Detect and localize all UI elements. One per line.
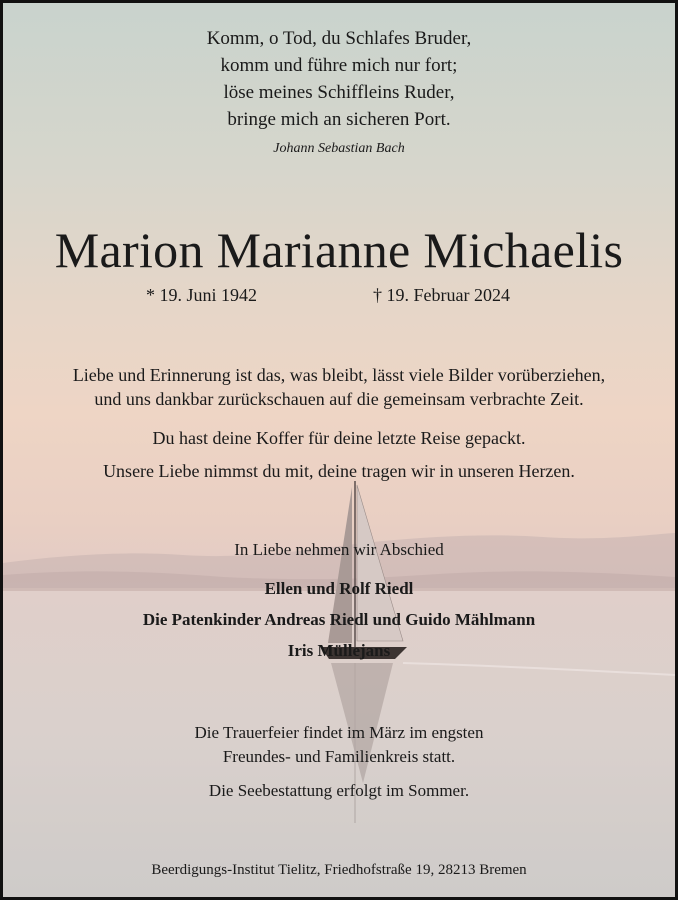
poem (3, 25, 675, 133)
poem-author: Johann Sebastian Bach (273, 141, 405, 156)
funeral-info (3, 721, 675, 769)
suitcase-text: Du hast deine Koffer für deine letzte Reise gepackt. (152, 428, 526, 448)
funeral-line: Die Trauerfeier findet im März im engsten (194, 723, 484, 742)
remembrance-text (3, 363, 675, 411)
death-date: † 19. Februar 2024 (373, 285, 510, 305)
deceased-name: Marion Marianne Michaelis (54, 222, 624, 278)
farewell-intro: In Liebe nehmen wir Abschied (234, 540, 444, 559)
funeral-line: Freundes- und Familienkreis statt. (222, 747, 456, 766)
birth-date: * 19. Juni 1942 (146, 285, 258, 305)
poem-line: komm und führe mich nur fort; (220, 55, 458, 76)
remembrance-line: und uns dankbar zurückschauen auf die gemeinsam verbrachte Zeit. (94, 389, 584, 409)
poem-line: Komm, o Tod, du Schlafes Bruder, (206, 28, 472, 49)
funeral-home-footer: Beerdigungs-Institut Tielitz, Friedhofstraße 19, 28213 Bremen (151, 862, 527, 878)
notice-content (3, 3, 675, 897)
mourner-name: Die Patenkinder Andreas Riedl und Guido Mählmann (142, 610, 536, 629)
mourner-name: Ellen und Rolf Riedl (264, 579, 414, 598)
love-text: Unsere Liebe nimmst du mit, deine tragen wir in unseren Herzen. (103, 461, 575, 481)
remembrance-line: Liebe und Erinnerung ist das, was bleibt, lässt viele Bilder vorüberziehen, (72, 365, 606, 385)
mourner-name: Iris Müllejans (287, 641, 391, 660)
poem-line: bringe mich an sicheren Port. (227, 109, 451, 130)
burial-info: Die Seebestattung erfolgt im Sommer. (208, 781, 470, 800)
poem-line: löse meines Schiffleins Ruder, (223, 82, 455, 103)
